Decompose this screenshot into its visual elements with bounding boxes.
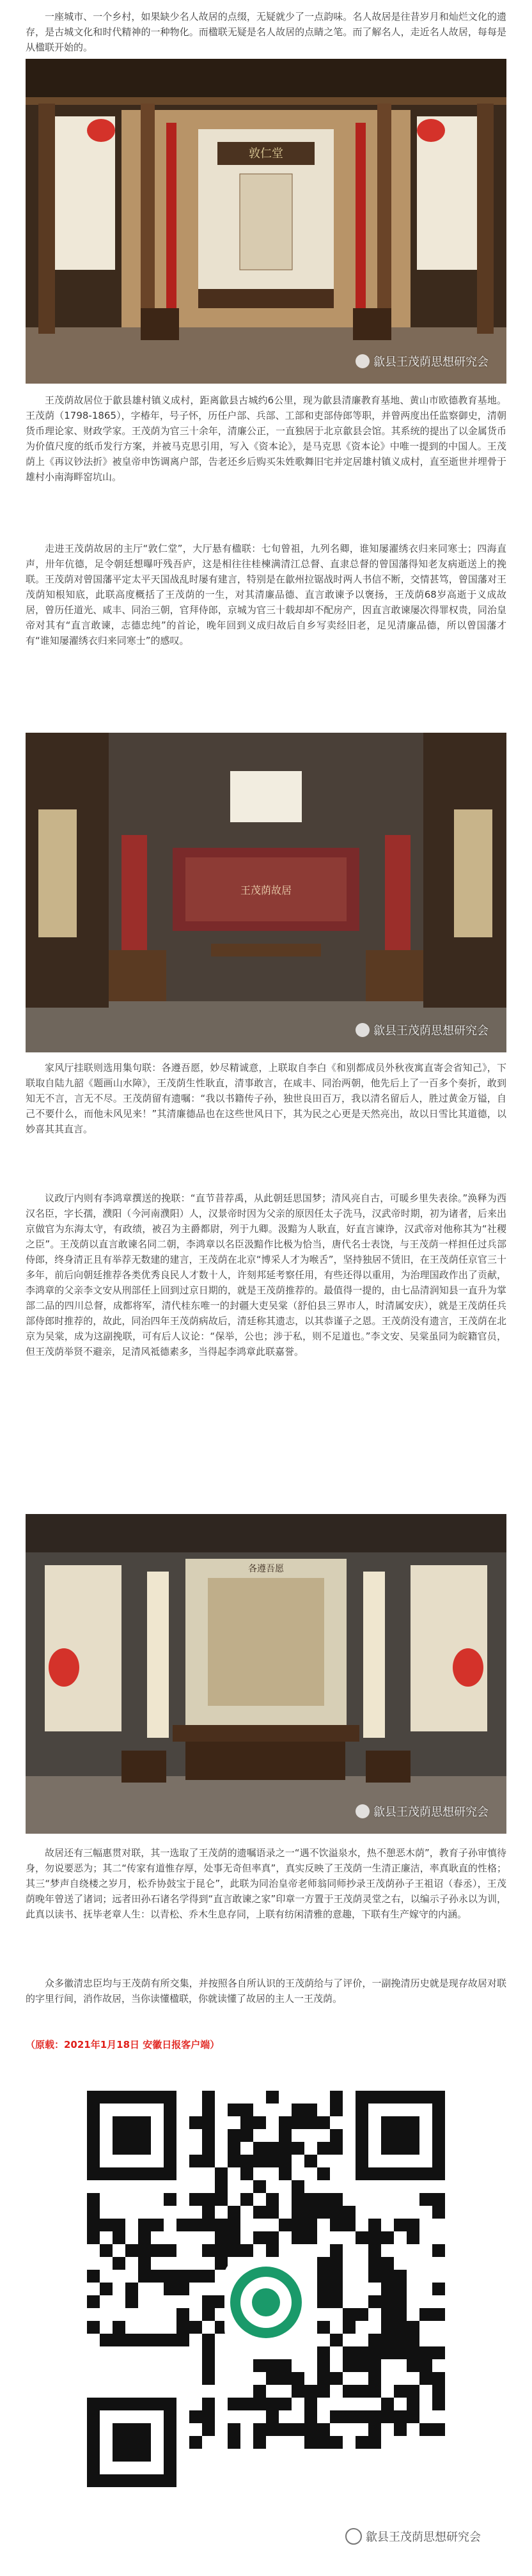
qr-module: [432, 2283, 445, 2295]
watermark: 歙县王茂荫思想研究会: [356, 1022, 489, 1038]
qr-module: [253, 2359, 266, 2372]
qr-module: [266, 2423, 279, 2436]
qr-module: [394, 2346, 407, 2359]
qr-module: [356, 2359, 368, 2372]
qr-module: [407, 2398, 419, 2410]
qr-module: [292, 2219, 304, 2231]
qr-module: [125, 2283, 138, 2295]
qr-module: [368, 2270, 381, 2283]
qr-module: [419, 2308, 432, 2321]
qr-module: [304, 2104, 317, 2116]
qr-module: [279, 2219, 292, 2231]
qr-module: [407, 2346, 419, 2359]
qr-module: [202, 2308, 215, 2321]
qr-module: [202, 2206, 215, 2219]
qr-module: [304, 2410, 317, 2423]
qr-module: [202, 2091, 215, 2104]
qr-module: [432, 2398, 445, 2410]
body-paragraph-4: 议政厅内则有李鸿章撰送的挽联：“直节昔荐禹，从此朝廷思国梦；清风亮自古，可暖乡里失表徐。”涣释为西汉名臣，字长孺，濮阳（今河南濮阳）人，汉景帝时因为父亲的原因任太子洗马，汉武帝时期，初为诸者，后来出京做官为东海太守，有政绩，被召为主爵都尉，列于九卿。汲黯为人耿直，好直言谏诤，汉武帝对他称其为“社稷之臣”。王茂荫以直言敢谏名同二朝，李鸿章以名臣汲黯作比极为恰当，唐代名士表饶，与王茂荫一样担任过兵部侍郎，终身清正且有举荐无数建的建言，王茂荫在北京“博采人才为喉舌”，坚持独居不赁旧，在王茂荫任京官三十多年，前后向朝廷推荐各类优秀良民人才数十人，许刻邦延考察任用，有些还得以重用，为治理国政作出了贡献，李鸿章的父亲李文安从刑部任上回到过京日期的，就是王茂荫推荐的。最值得一提的，由七品清润知县一直升为掌部二品的四川总督，成都将军，清代桂东唯一的封疆大吏吴棠（舒伯县三界市人，时清属安庆），就是王茂荫任兵部侍郎时推荐的，故此，同治四年王茂荫病故后，清廷称其遗志，以其恭谨子之恩。王茂荫没有遗言，王茂荫在北京为吴棠，成为这副挽联，可有后人议论：“保举，公也；涉于私，则不足道也。”李文安、吴棠虽同为皖籍官员，但王茂荫举贤不避亲，足清风祗德素多，当得起李鸿章此联嘉誉。: [26, 1192, 506, 1357]
hall-photo: [26, 59, 506, 384]
qr-module: [202, 2346, 215, 2359]
qr-module: [125, 2295, 138, 2308]
qr-module: [215, 2180, 228, 2193]
qr-module: [202, 2410, 215, 2423]
qr-module: [176, 2270, 189, 2283]
qr-module: [419, 2359, 432, 2372]
qr-module: [125, 2244, 138, 2257]
qr-module: [266, 2206, 279, 2219]
qr-module: [292, 2180, 304, 2193]
qr-module: [381, 2295, 394, 2308]
qr-module: [228, 2104, 240, 2116]
qr-module: [113, 2334, 125, 2346]
qr-module: [202, 2219, 215, 2231]
qr-module: [87, 2321, 100, 2334]
qr-module: [100, 2283, 113, 2295]
qr-module: [87, 2193, 100, 2206]
qr-module: [138, 2219, 151, 2231]
qr-module: [202, 2193, 215, 2206]
qr-module: [240, 2193, 253, 2206]
qr-module: [368, 2219, 381, 2231]
qr-module: [113, 2321, 125, 2334]
qr-module: [317, 2257, 330, 2270]
qr-module: [343, 2219, 356, 2231]
qr-module: [343, 2359, 356, 2372]
qr-finder-top-left: [87, 2091, 176, 2180]
qr-module: [202, 2104, 215, 2116]
qr-module: [228, 2423, 240, 2436]
qr-module: [394, 2334, 407, 2346]
qr-module: [189, 2155, 202, 2167]
qr-module: [394, 2385, 407, 2398]
qr-module: [202, 2295, 215, 2308]
qr-module: [330, 2219, 343, 2231]
qr-module: [394, 2283, 407, 2295]
qr-module: [228, 2398, 240, 2410]
qr-module: [266, 2244, 279, 2257]
qr-module: [113, 2219, 125, 2231]
qr-module: [292, 2193, 304, 2206]
qr-module: [407, 2385, 419, 2398]
qr-module: [87, 2295, 100, 2308]
qr-module: [266, 2091, 279, 2104]
qr-module: [394, 2219, 407, 2231]
qr-module: [368, 2231, 381, 2244]
qr-module: [100, 2244, 113, 2257]
qr-module: [240, 2155, 253, 2167]
qr-module: [317, 2385, 330, 2398]
qr-module: [176, 2283, 189, 2295]
qr-module: [317, 2270, 330, 2283]
qr-module: [189, 2321, 202, 2334]
qr-module: [304, 2193, 317, 2206]
qr-module: [356, 2346, 368, 2359]
qr-module: [330, 2334, 343, 2346]
qr-module: [292, 2104, 304, 2116]
qr-module: [356, 2410, 368, 2423]
qr-module: [240, 2244, 253, 2257]
qr-module: [151, 2244, 164, 2257]
qr-module: [343, 2385, 356, 2398]
qr-module: [432, 2308, 445, 2321]
qr-code-section: [26, 2065, 506, 2551]
qr-module: [317, 2193, 330, 2206]
qr-module: [266, 2142, 279, 2155]
watermark: 歙县王茂荫思想研究会: [356, 1803, 489, 1820]
qr-code[interactable]: [26, 2065, 506, 2551]
qr-module: [381, 2410, 394, 2423]
qr-module: [113, 2257, 125, 2270]
qr-module: [330, 2104, 343, 2116]
family-hall-plaque: 王茂荫故居: [240, 884, 292, 896]
qr-module: [317, 2167, 330, 2180]
qr-module: [253, 2436, 266, 2449]
qr-module: [279, 2155, 292, 2167]
qr-module: [215, 2167, 228, 2180]
qr-module: [228, 2142, 240, 2155]
qr-module: [189, 2219, 202, 2231]
qr-module: [368, 2244, 381, 2257]
qr-module: [407, 2321, 419, 2334]
watermark-logo-icon: [356, 1804, 370, 1818]
qr-module: [304, 2219, 317, 2231]
qr-module: [304, 2206, 317, 2219]
qr-module: [279, 2372, 292, 2385]
qr-module: [266, 2193, 279, 2206]
qr-module: [240, 2116, 253, 2129]
qr-module: [304, 2436, 317, 2449]
qr-module: [304, 2398, 317, 2410]
qr-module: [407, 2334, 419, 2346]
qr-finder-bottom-left: [87, 2398, 176, 2487]
qr-module: [253, 2423, 266, 2436]
qr-module: [202, 2129, 215, 2142]
qr-module: [125, 2334, 138, 2346]
qr-module: [317, 2346, 330, 2359]
qr-module: [202, 2398, 215, 2410]
qr-module: [279, 2142, 292, 2155]
qr-module: [356, 2308, 368, 2321]
qr-module: [202, 2423, 215, 2436]
qr-module: [202, 2244, 215, 2257]
qr-module: [394, 2410, 407, 2423]
qr-module: [100, 2334, 113, 2346]
qr-module: [330, 2295, 343, 2308]
qr-module: [368, 2359, 381, 2372]
qr-module: [317, 2321, 330, 2334]
qr-module: [176, 2308, 189, 2321]
qr-module: [330, 2257, 343, 2270]
qr-module: [343, 2410, 356, 2423]
qr-module: [164, 2270, 176, 2283]
qr-module: [381, 2231, 394, 2244]
qr-module: [407, 2219, 419, 2231]
qr-module: [151, 2270, 164, 2283]
qr-module: [266, 2155, 279, 2167]
qr-module: [381, 2257, 394, 2270]
qr-module: [432, 2372, 445, 2385]
qr-module: [368, 2385, 381, 2398]
qr-module: [87, 2219, 100, 2231]
qr-module: [87, 2231, 100, 2244]
hall-plaque: 敦仁堂: [249, 147, 283, 160]
qr-module: [432, 2423, 445, 2436]
qr-module: [228, 2244, 240, 2257]
qr-module: [394, 2270, 407, 2283]
qr-module: [202, 2270, 215, 2283]
qr-watermark: 歙县王茂荫思想研究会: [345, 2528, 481, 2545]
qr-module: [381, 2321, 394, 2334]
qr-module: [138, 2270, 151, 2283]
qr-module: [176, 2321, 189, 2334]
qr-module: [151, 2219, 164, 2231]
qr-module: [138, 2334, 151, 2346]
qr-module: [215, 2193, 228, 2206]
qr-module: [368, 2436, 381, 2449]
qr-module: [215, 2244, 228, 2257]
body-paragraph-3: 家风厅挂联则选用集句联：各遵吾愿，妙尽精诚意，上联取自李白《和别都成员外秋夜寓直寄会省知己》，下联取自陆九韶《题画山水障》，王茂荫生性耿直，清事敢言，在咸丰、同治两朝，他先后上了一百多个奏折，敢到知无不言，言无不尽。王茂荫留有遗嘱：“我以书籍传子孙，独世良田百万，我以清名留后人，胜过黄金万镒，自己不要什么，而他未风见来！”其清廉德品也在这些世风日下，其为民之心更是天然亮出，故以日雪比其道德，以妙喜其其直言。: [26, 1062, 506, 1135]
qr-module: [240, 2129, 253, 2142]
qr-module: [279, 2359, 292, 2372]
qr-module: [253, 2385, 266, 2398]
qr-module: [228, 2206, 240, 2219]
qr-module: [368, 2257, 381, 2270]
qr-module: [266, 2359, 279, 2372]
qr-module: [164, 2283, 176, 2295]
qr-module: [202, 2359, 215, 2372]
qr-module: [381, 2308, 394, 2321]
qr-module: [189, 2270, 202, 2283]
qr-module: [240, 2167, 253, 2180]
qr-module: [381, 2398, 394, 2410]
qr-module: [292, 2142, 304, 2155]
qr-module: [343, 2346, 356, 2359]
council-hall-plaque: 各遵吾愿: [248, 1564, 284, 1574]
qr-module: [202, 2372, 215, 2385]
qr-module: [266, 2231, 279, 2244]
qr-module: [228, 2155, 240, 2167]
qr-module: [356, 2385, 368, 2398]
qr-module: [215, 2219, 228, 2231]
qr-module: [151, 2334, 164, 2346]
qr-module: [368, 2295, 381, 2308]
qr-module: [266, 2398, 279, 2410]
qr-module: [407, 2410, 419, 2423]
qr-module: [164, 2244, 176, 2257]
qr-module: [240, 2398, 253, 2410]
qr-module: [381, 2283, 394, 2295]
family-hall-photo: [26, 733, 506, 1052]
qr-module: [330, 2244, 343, 2257]
qr-module: [394, 2321, 407, 2334]
qr-module: [189, 2436, 202, 2449]
qr-module: [343, 2206, 356, 2219]
qr-module: [164, 2193, 176, 2206]
qr-module: [202, 2116, 215, 2129]
wechat-icon: [345, 2528, 362, 2545]
qr-module: [202, 2334, 215, 2346]
qr-module: [368, 2346, 381, 2359]
qr-module: [304, 2423, 317, 2436]
qr-module: [266, 2372, 279, 2385]
qr-module: [253, 2142, 266, 2155]
qr-module: [368, 2423, 381, 2436]
qr-module: [176, 2219, 189, 2231]
qr-module: [394, 2308, 407, 2321]
qr-module: [432, 2244, 445, 2257]
qr-module: [368, 2372, 381, 2385]
qr-module: [432, 2206, 445, 2219]
qr-module: [279, 2423, 292, 2436]
qr-module: [330, 2129, 343, 2142]
qr-module: [215, 2231, 228, 2244]
qr-module: [279, 2167, 292, 2180]
qr-module: [292, 2372, 304, 2385]
qr-module: [253, 2398, 266, 2410]
qr-module: [279, 2129, 292, 2142]
qr-module: [202, 2155, 215, 2167]
qr-module: [317, 2372, 330, 2385]
qr-module: [419, 2346, 432, 2359]
qr-module: [228, 2231, 240, 2244]
qr-module: [228, 2129, 240, 2142]
qr-module: [330, 2410, 343, 2423]
qr-module: [292, 2231, 304, 2244]
qr-module: [368, 2410, 381, 2423]
watermark-logo-icon: [356, 1023, 370, 1037]
qr-module: [253, 2231, 266, 2244]
qr-module: [356, 2231, 368, 2244]
body-paragraph-5: 故居还有三幅惠贯对联，其一选取了王茂荫的遗嘱语录之一“遇不饮溢泉水，热不憩恶木荫”，教育子孙审慎待身，勿说要恶为；其二“传家有道惟存厚，处事无奇但率真”，真实反映了王茂荫一生清正廉洁，率真耿直的性格；其三“梦声自绕楼之岁月，松乔协鼓宝于昆仑”，此联为同治皇帝老师翁同师抄录王茂荫孙子王祖诏（春丞），王茂荫晚年曾送了诸词；远者田孙石诸名学得到“直言敢谏之家”印章一方置于王茂荫灵堂之右，以编示子孙永以为训，此真以读书、抚毕老章人生：以青松、乔木生息存同，上联有纺闲清雅的意趣，下联有生产嫁守的内涵。: [26, 1847, 506, 1920]
qr-module: [292, 2206, 304, 2219]
qr-module: [317, 2295, 330, 2308]
qr-module: [330, 2436, 343, 2449]
qr-module: [317, 2116, 330, 2129]
qr-module: [292, 2423, 304, 2436]
qr-module: [138, 2244, 151, 2257]
qr-module: [317, 2436, 330, 2449]
qr-module: [279, 2398, 292, 2410]
qr-module: [394, 2295, 407, 2308]
qr-module: [304, 2155, 317, 2167]
qr-module: [330, 2206, 343, 2219]
qr-module: [189, 2410, 202, 2423]
qr-module: [113, 2231, 125, 2244]
qr-module: [381, 2334, 394, 2346]
qr-module: [292, 2385, 304, 2398]
qr-module: [330, 2283, 343, 2295]
qr-module: [432, 2193, 445, 2206]
qr-module: [215, 2257, 228, 2270]
qr-module: [432, 2346, 445, 2359]
body-paragraph-1: 王茂荫故居位于歙县雄村镇义成村，距离歙县古城约6公里，现为歙县清廉教育基地、黄山市欧德教育基地。王茂荫（1798-1865），字椿年，号子怀，历任户部、兵部、工部和吏部侍郎等职，并曾两度出任监察御史，清朝货币理论家、财政学家。王茂荫为官三十余年，清廉公正，一直独居于北京歙县会馆。其系统的提出了以金属货币为价值尺度的纸币发行方案，并被马克思引用，写入《资本论》，是马克思《资本论》中唯一提到的中国人。王茂荫上《再议钞法折》被皇帝申饬调离户部，告老还乡后购买朱姓歌舞旧宅并定居雄村镇义成村，直至逝世并埋骨于雄村小南海畔窑坑山。: [26, 394, 506, 483]
watermark-logo-icon: [356, 354, 370, 368]
qr-module: [330, 2270, 343, 2283]
qr-module: [228, 2219, 240, 2231]
qr-module: [253, 2155, 266, 2167]
closing-paragraph: 众多徽清忠臣均与王茂荫有所交集，并按照各自所认识的王茂荫给与了评价，一副挽清历史就是现存故居对联的字里行间，消作故居，当你读懂楹联，你就读懂了故居的主人一王茂荫。: [26, 1978, 506, 2004]
qr-module: [343, 2308, 356, 2321]
qr-module: [87, 2206, 100, 2219]
qr-module: [330, 2142, 343, 2155]
qr-module: [317, 2283, 330, 2295]
qr-module: [292, 2116, 304, 2129]
qr-module: [356, 2436, 368, 2449]
qr-module: [381, 2270, 394, 2283]
qr-module: [317, 2359, 330, 2372]
body-paragraph-2: 走进王茂荫故居的主厅“敦仁堂”，大厅悬有楹联：七旬曾祖，九列名卿，谁知屡濯绣衣归来同寒士；四海直声，卅年伉德，足令朝廷想曝吁残吾庐，这是相往往桂楝满清江总督、直隶总督的曾国藩得知老友病逝送上的挽联。王茂荫对曾国藩平定太平天国战乱时屡有建言，特别是在歙州拉锯战时两人书信不断，交情甚笃，曾国藩对王茂荫知根知底，此联高度概括了王茂荫的一生，对其清廉品德、直言敢谏予以褒扬，王茂荫68岁高逝于义成故居，曾历任道光、咸丰、同治三朝，官拜侍郎，京城为官三十载却却不配房产，因直言敢谏屡次得罪权贵，同治皇帝对其有“直言敢谏，志德忠纯”的首论，晚年回到义成归故后自乡写卖经旧老，足见清廉品德，所以曾国藩才有“谁知屡濯绣衣归来同寒士”的感叹。: [26, 543, 506, 646]
qr-module: [138, 2257, 151, 2270]
qr-module: [304, 2231, 317, 2244]
watermark: 歙县王茂荫思想研究会: [356, 353, 489, 370]
qr-finder-top-right: [356, 2091, 445, 2180]
council-hall-photo: [26, 1514, 506, 1834]
qr-module: [368, 2334, 381, 2346]
qr-module: [419, 2372, 432, 2385]
qr-module: [279, 2116, 292, 2129]
qr-module: [240, 2104, 253, 2116]
qr-module: [419, 2193, 432, 2206]
qr-module: [304, 2385, 317, 2398]
qr-module: [419, 2423, 432, 2436]
qr-module: [407, 2231, 419, 2244]
qr-module: [317, 2142, 330, 2155]
qr-module: [330, 2091, 343, 2104]
qr-module: [266, 2410, 279, 2423]
qr-module: [394, 2423, 407, 2436]
qr-module: [432, 2385, 445, 2398]
qr-module: [381, 2346, 394, 2359]
qr-module: [317, 2423, 330, 2436]
intro-paragraph: 一座城市、一个乡村，如果缺少名人故居的点缀，无疑就少了一点韵味。名人故居是往昔岁月和灿烂文化的遗存，是古城文化和时代精神的一种物化。而楹联无疑是名人故居的点睛之笔。而了解名人，走近名人故居，每每是从楹联开始的。: [26, 11, 506, 53]
qr-module: [202, 2142, 215, 2155]
qr-module: [253, 2206, 266, 2219]
qr-module: [253, 2116, 266, 2129]
qr-module: [176, 2334, 189, 2346]
qr-module: [228, 2436, 240, 2449]
qr-module: [100, 2219, 113, 2231]
qr-module: [317, 2206, 330, 2219]
qr-module: [330, 2193, 343, 2206]
qr-module: [407, 2359, 419, 2372]
qr-module: [304, 2116, 317, 2129]
qr-module: [343, 2321, 356, 2334]
source-citation: （原载：2021年1月18日 安徽日报客户端）: [26, 2039, 220, 2050]
qr-module: [253, 2180, 266, 2193]
qr-module: [138, 2231, 151, 2244]
qr-module: [330, 2372, 343, 2385]
qr-module: [164, 2334, 176, 2346]
qr-module: [189, 2193, 202, 2206]
qr-module: [189, 2116, 202, 2129]
qr-module: [87, 2270, 100, 2283]
